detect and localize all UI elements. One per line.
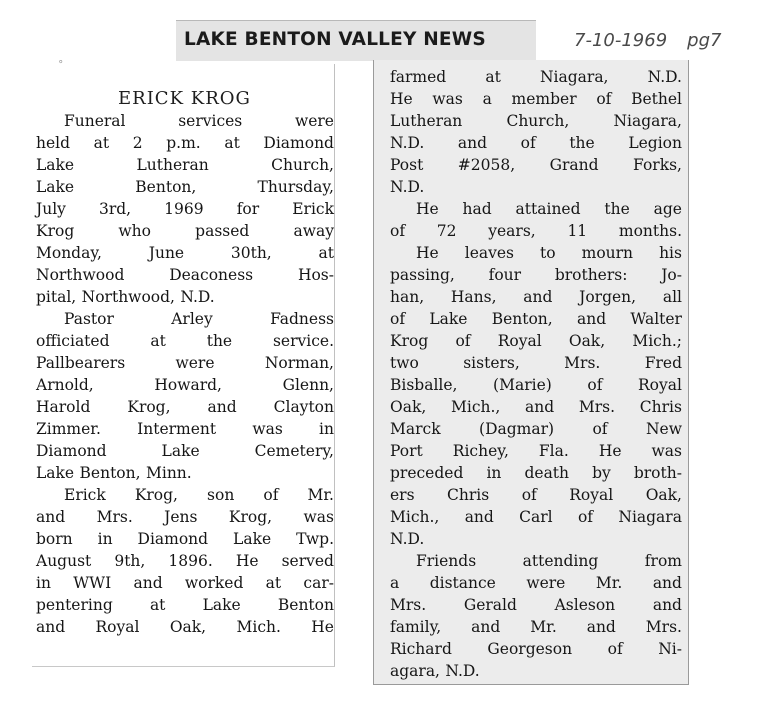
word: the bbox=[569, 134, 595, 152]
word: Mr. bbox=[595, 574, 623, 592]
word: Northwood bbox=[36, 266, 125, 284]
word: Port bbox=[390, 442, 423, 460]
word: and bbox=[464, 508, 494, 526]
text-line bbox=[36, 440, 334, 462]
word: from bbox=[644, 552, 682, 570]
word: was bbox=[651, 442, 682, 460]
text-line bbox=[390, 308, 682, 330]
word: mourn bbox=[581, 244, 634, 262]
word: Thursday, bbox=[257, 178, 334, 196]
word: and bbox=[457, 134, 488, 152]
word: N.D. bbox=[647, 68, 682, 86]
word: and bbox=[652, 574, 682, 592]
text-line bbox=[390, 352, 682, 374]
text-line bbox=[36, 616, 334, 638]
word: Mich.; bbox=[632, 332, 682, 350]
word: member bbox=[511, 90, 577, 108]
word: N.D. bbox=[390, 178, 425, 196]
word: of bbox=[596, 90, 612, 108]
word: Benton, bbox=[135, 178, 197, 196]
word: 3rd, bbox=[98, 200, 132, 218]
word: officiated bbox=[36, 332, 110, 350]
word: Mrs. bbox=[390, 596, 427, 614]
word: N.D. bbox=[390, 134, 425, 152]
word: all bbox=[662, 288, 682, 306]
word: Lake bbox=[202, 596, 241, 614]
word: Krog bbox=[390, 332, 429, 350]
text-line bbox=[390, 66, 682, 88]
word: at bbox=[150, 332, 166, 350]
word: Erick bbox=[292, 200, 334, 218]
text-line bbox=[390, 330, 682, 352]
text-line bbox=[36, 352, 334, 374]
word: and bbox=[586, 618, 616, 636]
text-line bbox=[390, 506, 682, 528]
word: and bbox=[133, 574, 163, 592]
text-line bbox=[390, 374, 682, 396]
word: preceded bbox=[390, 464, 464, 482]
word: Lake bbox=[161, 442, 200, 460]
handwritten-annotation bbox=[574, 30, 721, 51]
word: Arley bbox=[171, 310, 213, 328]
text-line bbox=[390, 638, 682, 660]
text-line bbox=[390, 88, 682, 110]
text-line bbox=[390, 154, 682, 176]
word: and bbox=[652, 596, 682, 614]
word: New bbox=[645, 420, 682, 438]
text-line bbox=[36, 264, 334, 286]
word: Mich. bbox=[236, 618, 281, 636]
word: Krog, bbox=[127, 398, 171, 416]
word: Chris bbox=[639, 398, 682, 416]
word: Niagara, bbox=[613, 112, 682, 130]
word: Hos- bbox=[297, 266, 334, 284]
text-line bbox=[36, 198, 334, 220]
word: Twp. bbox=[296, 530, 334, 548]
newspaper-title: LAKE BENTON VALLEY NEWS bbox=[184, 29, 486, 50]
word: Forks, bbox=[633, 156, 682, 174]
word: Walter bbox=[630, 310, 682, 328]
word: distance bbox=[429, 574, 496, 592]
word: Cemetery, bbox=[254, 442, 334, 460]
word: Fred bbox=[644, 354, 682, 372]
obituary-heading: ERICK KROG bbox=[118, 88, 251, 109]
word: of bbox=[521, 486, 537, 504]
text-line bbox=[390, 198, 682, 220]
word: Jorgen, bbox=[579, 288, 637, 306]
word: 2 bbox=[132, 134, 143, 152]
text-line bbox=[36, 462, 334, 484]
word: Benton bbox=[277, 596, 334, 614]
text-line bbox=[36, 506, 334, 528]
word: agara, bbox=[390, 662, 440, 680]
word: death bbox=[524, 464, 570, 482]
word: Mich., bbox=[450, 398, 501, 416]
word: (Marie) bbox=[493, 376, 552, 394]
text-line bbox=[390, 616, 682, 638]
word: Legion bbox=[628, 134, 682, 152]
word: He bbox=[416, 244, 439, 262]
word: attained bbox=[515, 200, 581, 218]
word: pital, bbox=[36, 288, 77, 306]
word: his bbox=[659, 244, 682, 262]
word: son bbox=[207, 486, 235, 504]
word: Minn. bbox=[145, 464, 192, 482]
word: age bbox=[653, 200, 682, 218]
word: Norman, bbox=[264, 354, 334, 372]
word: Zimmer. bbox=[36, 420, 101, 438]
word: was bbox=[432, 90, 463, 108]
word: WWI bbox=[73, 574, 112, 592]
word: Lutheran bbox=[136, 156, 209, 174]
word: Grand bbox=[549, 156, 599, 174]
word: Niagara, bbox=[539, 68, 609, 86]
word: Niagara bbox=[618, 508, 682, 526]
word: He bbox=[235, 552, 259, 570]
word: sisters, bbox=[463, 354, 520, 372]
word: and bbox=[525, 398, 555, 416]
word: service. bbox=[272, 332, 334, 350]
word: Fadness bbox=[270, 310, 334, 328]
text-line bbox=[390, 110, 682, 132]
word: Pastor bbox=[64, 310, 114, 328]
text-line bbox=[36, 572, 334, 594]
word: leaves bbox=[464, 244, 514, 262]
text-line bbox=[390, 220, 682, 242]
word: p.m. bbox=[166, 134, 201, 152]
word: June bbox=[148, 244, 185, 262]
word: pentering bbox=[36, 596, 113, 614]
word: ers bbox=[390, 486, 415, 504]
text-line bbox=[36, 242, 334, 264]
word: months. bbox=[618, 222, 682, 240]
word: farmed bbox=[390, 68, 447, 86]
word: 9th, bbox=[114, 552, 146, 570]
word: in bbox=[97, 530, 113, 548]
word: Oak, bbox=[568, 332, 606, 350]
text-line bbox=[36, 374, 334, 396]
word: in bbox=[486, 464, 502, 482]
word: were bbox=[526, 574, 566, 592]
word: at bbox=[224, 134, 240, 152]
word: Erick bbox=[64, 486, 106, 504]
word: (Dagmar) bbox=[479, 420, 555, 438]
word: passing, bbox=[390, 266, 455, 284]
word: had bbox=[462, 200, 492, 218]
word: Krog bbox=[36, 222, 75, 240]
word: 72 bbox=[436, 222, 457, 240]
word: Howard, bbox=[154, 376, 222, 394]
word: were bbox=[175, 354, 215, 372]
word: services bbox=[178, 112, 243, 130]
word: attending bbox=[522, 552, 599, 570]
paper-speck: ˚ bbox=[58, 60, 64, 73]
text-line bbox=[36, 528, 334, 550]
word: held bbox=[36, 134, 71, 152]
word: was bbox=[303, 508, 334, 526]
word: Mrs. bbox=[578, 398, 616, 416]
word: Richey, bbox=[452, 442, 509, 460]
word: Mr. bbox=[307, 486, 334, 504]
word: N.D. bbox=[390, 530, 425, 548]
word: of bbox=[263, 486, 279, 504]
text-line bbox=[36, 286, 334, 308]
word: of bbox=[607, 640, 623, 658]
word: Friends bbox=[416, 552, 477, 570]
word: away bbox=[293, 222, 334, 240]
word: family, bbox=[390, 618, 442, 636]
word: Royal bbox=[95, 618, 140, 636]
word: and bbox=[36, 618, 66, 636]
word: Post bbox=[390, 156, 424, 174]
word: Hans, bbox=[450, 288, 497, 306]
word: Harold bbox=[36, 398, 91, 416]
word: Royal bbox=[569, 486, 614, 504]
word: years, bbox=[488, 222, 536, 240]
word: a bbox=[482, 90, 492, 108]
text-line bbox=[390, 396, 682, 418]
text-line bbox=[390, 528, 682, 550]
text-line bbox=[390, 264, 682, 286]
word: Lake bbox=[36, 156, 75, 174]
word: of bbox=[455, 332, 471, 350]
word: Bethel bbox=[631, 90, 682, 108]
word: two bbox=[390, 354, 419, 372]
word: Lutheran bbox=[390, 112, 463, 130]
word: Mr. bbox=[530, 618, 557, 636]
word: in bbox=[36, 574, 51, 592]
word: and bbox=[576, 310, 607, 328]
word: Gerald bbox=[463, 596, 517, 614]
word: served bbox=[281, 552, 334, 570]
word: at bbox=[485, 68, 501, 86]
word: for bbox=[236, 200, 260, 218]
text-line bbox=[36, 176, 334, 198]
word: Asleson bbox=[554, 596, 616, 614]
word: July bbox=[36, 200, 66, 218]
word: Georgeson bbox=[487, 640, 573, 658]
word: Northwood, bbox=[81, 288, 175, 306]
word: of bbox=[577, 508, 594, 526]
word: Lake bbox=[36, 464, 75, 482]
word: Diamond bbox=[36, 442, 107, 460]
word: at bbox=[93, 134, 110, 152]
word: the bbox=[206, 332, 233, 350]
word: four bbox=[488, 266, 522, 284]
word: passed bbox=[195, 222, 250, 240]
word: 11 bbox=[567, 222, 588, 240]
word: Arnold, bbox=[36, 376, 94, 394]
word: Church, bbox=[271, 156, 334, 174]
word: Carl bbox=[519, 508, 553, 526]
text-line bbox=[36, 550, 334, 572]
word: Chris bbox=[447, 486, 490, 504]
text-line bbox=[36, 484, 334, 506]
word: of bbox=[592, 420, 608, 438]
text-line bbox=[36, 594, 334, 616]
word: He bbox=[390, 90, 413, 108]
word: Mrs. bbox=[645, 618, 682, 636]
word: He bbox=[598, 442, 622, 460]
text-line bbox=[36, 154, 334, 176]
word: He bbox=[416, 200, 439, 218]
word: to bbox=[540, 244, 556, 262]
word: Krog, bbox=[228, 508, 273, 526]
word: N.D. bbox=[180, 288, 215, 306]
word: who bbox=[118, 222, 151, 240]
word: by bbox=[592, 464, 611, 482]
text-line bbox=[390, 176, 682, 198]
text-line bbox=[390, 550, 682, 572]
word: Glenn, bbox=[282, 376, 334, 394]
text-line bbox=[390, 418, 682, 440]
word: in bbox=[319, 420, 334, 438]
masthead bbox=[176, 20, 536, 61]
handwritten-page-number: pg7 bbox=[687, 30, 722, 51]
word: of bbox=[390, 310, 406, 328]
word: Church, bbox=[506, 112, 570, 130]
word: Lake bbox=[429, 310, 468, 328]
word: a bbox=[390, 574, 400, 592]
word: Oak, bbox=[645, 486, 682, 504]
text-line bbox=[390, 440, 682, 462]
text-line bbox=[390, 462, 682, 484]
text-line bbox=[390, 660, 682, 682]
word: Mrs. bbox=[564, 354, 601, 372]
word: Funeral bbox=[64, 112, 126, 130]
word: He bbox=[311, 618, 334, 636]
handwritten-date: 7-10-1969 bbox=[574, 30, 668, 51]
word: han, bbox=[390, 288, 425, 306]
word: Oak, bbox=[390, 398, 427, 416]
word: of bbox=[587, 376, 603, 394]
word: car- bbox=[303, 574, 334, 592]
word: N.D. bbox=[445, 662, 480, 680]
text-line bbox=[390, 286, 682, 308]
word: Jo- bbox=[661, 266, 682, 284]
word: Oak, bbox=[169, 618, 207, 636]
word: Benton, bbox=[491, 310, 553, 328]
word: Benton, bbox=[79, 464, 141, 482]
word: Deaconess bbox=[169, 266, 254, 284]
text-line bbox=[36, 220, 334, 242]
text-line bbox=[390, 594, 682, 616]
word: Mrs. bbox=[96, 508, 133, 526]
word: 1969 bbox=[164, 200, 204, 218]
text-line bbox=[390, 572, 682, 594]
word: Clayton bbox=[273, 398, 334, 416]
word: and bbox=[523, 288, 553, 306]
word: Bisballe, bbox=[390, 376, 458, 394]
text-line bbox=[36, 132, 334, 154]
word: Lake bbox=[36, 178, 75, 196]
word: and bbox=[36, 508, 66, 526]
word: were bbox=[294, 112, 334, 130]
word: Richard bbox=[390, 640, 452, 658]
word: at bbox=[149, 596, 166, 614]
word: Pallbearers bbox=[36, 354, 126, 372]
word: was bbox=[252, 420, 283, 438]
text-line bbox=[36, 418, 334, 440]
word: of bbox=[520, 134, 536, 152]
word: Krog, bbox=[134, 486, 178, 504]
word: of bbox=[390, 222, 406, 240]
text-line bbox=[36, 110, 334, 132]
word: Mich., bbox=[390, 508, 440, 526]
text-line bbox=[390, 484, 682, 506]
word: August bbox=[36, 552, 92, 570]
word: Diamond bbox=[263, 134, 334, 152]
word: Monday, bbox=[36, 244, 102, 262]
word: brothers: bbox=[554, 266, 628, 284]
word: at bbox=[318, 244, 334, 262]
word: and bbox=[471, 618, 501, 636]
word: broth- bbox=[633, 464, 682, 482]
word: 1896. bbox=[168, 552, 213, 570]
word: Marck bbox=[390, 420, 441, 438]
text-line bbox=[36, 330, 334, 352]
text-line bbox=[36, 396, 334, 418]
word: worked bbox=[184, 574, 244, 592]
text-line bbox=[390, 132, 682, 154]
word: #2058, bbox=[457, 156, 516, 174]
word: Royal bbox=[638, 376, 682, 394]
word: Diamond bbox=[137, 530, 209, 548]
word: Interment bbox=[137, 420, 217, 438]
text-line bbox=[36, 308, 334, 330]
word: Jens bbox=[164, 508, 198, 526]
word: the bbox=[604, 200, 630, 218]
word: and bbox=[207, 398, 237, 416]
word: born bbox=[36, 530, 73, 548]
word: Fla. bbox=[538, 442, 569, 460]
word: Ni- bbox=[658, 640, 682, 658]
word: at bbox=[265, 574, 282, 592]
word: Lake bbox=[233, 530, 272, 548]
text-line bbox=[390, 242, 682, 264]
word: Royal bbox=[497, 332, 542, 350]
word: 30th, bbox=[230, 244, 272, 262]
